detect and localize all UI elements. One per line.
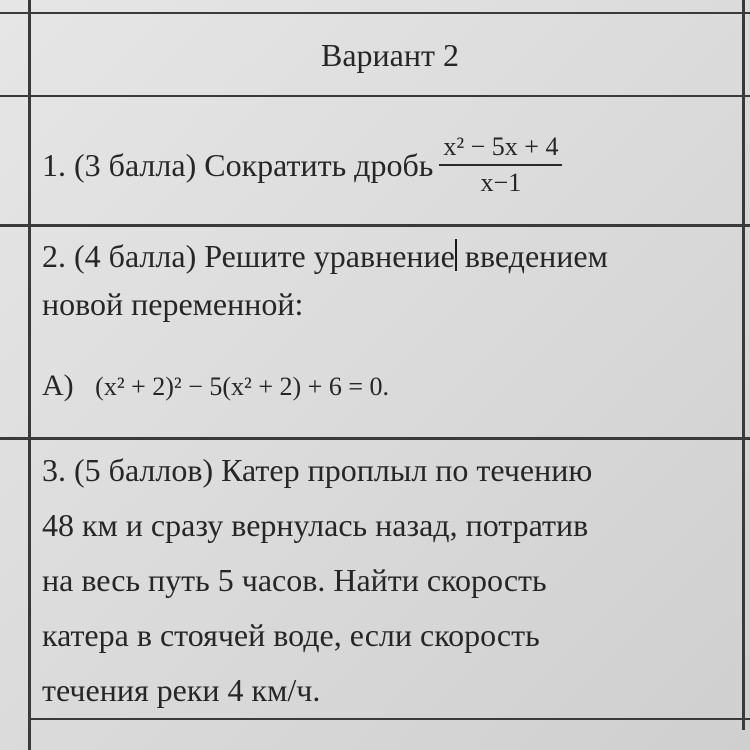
- task-3: [42, 443, 742, 718]
- task-3-line: на весь путь 5 часов. Найти скорость: [42, 562, 547, 598]
- task-2-equation-row: [42, 362, 742, 411]
- table-bottom-border: [28, 718, 750, 720]
- variant-header: [30, 15, 750, 95]
- row1-divider: [0, 224, 750, 227]
- table-left-border: [28, 0, 31, 750]
- task-2-line-1: [42, 232, 742, 280]
- row2-divider: [0, 437, 750, 440]
- variant-title: Вариант 2: [321, 36, 459, 73]
- fraction: [439, 132, 562, 198]
- fraction-numerator: x² − 5x + 4: [439, 132, 562, 166]
- task-1-text: 1. (3 балла) Сократить дробь: [42, 147, 434, 183]
- header-divider: [0, 95, 750, 97]
- task-3-line: 48 км и сразу вернулась назад, потратив: [42, 507, 589, 543]
- task-2-line-2: новой переменной:: [42, 286, 304, 322]
- table-top-border: [0, 12, 750, 14]
- fraction-denominator: x−1: [480, 168, 522, 197]
- task-3-line: 3. (5 баллов) Катер проплыл по течению: [42, 452, 593, 488]
- task-3-line: течения реки 4 км/ч.: [42, 672, 321, 708]
- task-2-text-part2: введением: [456, 238, 608, 274]
- task-2-text-part1: 2. (4 балла) Решите уравнение: [42, 238, 455, 274]
- task-3-line: катера в стоячей воде, если скорость: [42, 617, 540, 653]
- table-right-border: [742, 0, 745, 730]
- task-1: [42, 110, 742, 220]
- equation: (x² + 2)² − 5(x² + 2) + 6 = 0.: [95, 372, 389, 401]
- task-2: [42, 232, 742, 411]
- equation-label: A): [42, 369, 74, 402]
